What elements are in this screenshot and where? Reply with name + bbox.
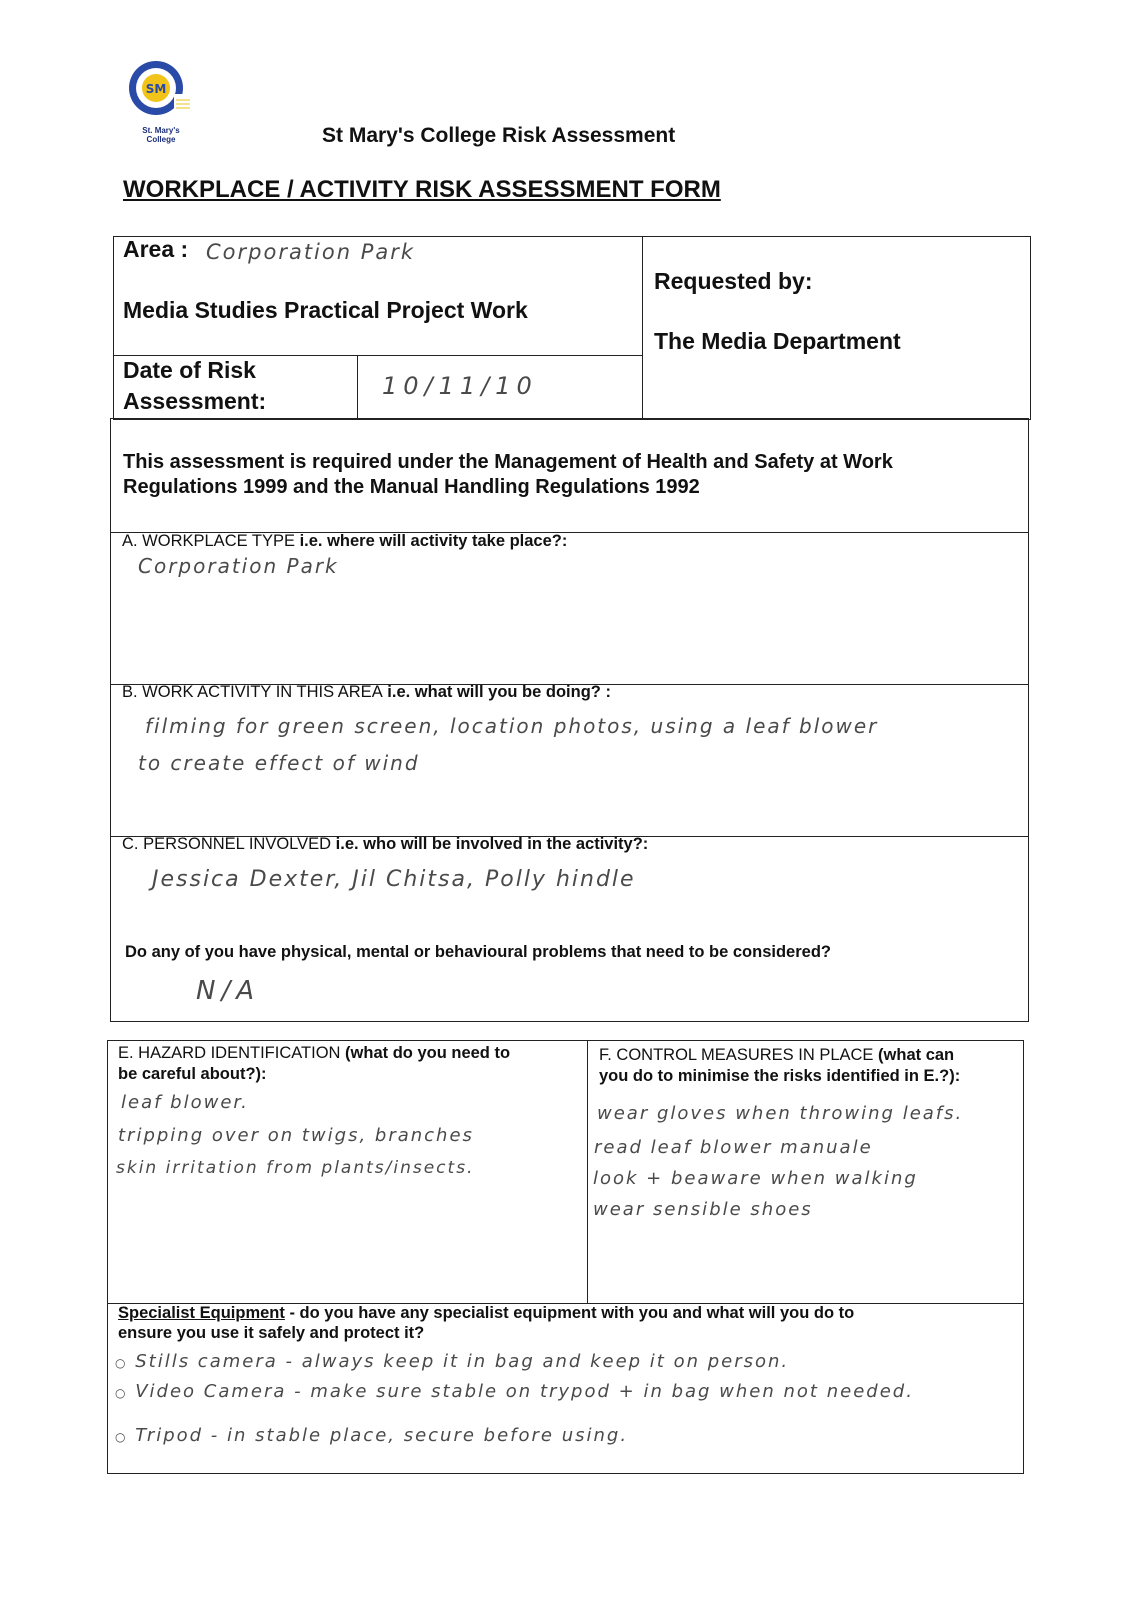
bullet-circle-icon: ○ [115, 1430, 128, 1444]
section-a-answer: Corporation Park [138, 554, 339, 578]
section-c-answer: Jessica Dexter, Jil Chitsa, Polly hindle [152, 867, 636, 892]
section-f-question-1: (what can [873, 1046, 955, 1064]
section-c-label: C. PERSONNEL INVOLVED [122, 835, 332, 853]
control-item: look + beaware when walking [593, 1168, 918, 1189]
section-c-heading [122, 835, 648, 854]
section-e-question-2: be careful about?): [118, 1065, 267, 1083]
regulation-line2: Regulations 1999 and the Manual Handling Regulations 1992 [123, 476, 700, 498]
equipment-text: Video Camera - make sure stable on trypod + in bag when not needed. [135, 1381, 914, 1402]
equipment-item [115, 1425, 628, 1446]
specialist-label: Specialist Equipment [118, 1304, 285, 1322]
section-e-label: E. HAZARD IDENTIFICATION [118, 1044, 341, 1062]
equipment-item [115, 1351, 789, 1372]
control-item: wear sensible shoes [593, 1199, 813, 1220]
specialist-heading [118, 1303, 1018, 1343]
hazard-item: leaf blower. [121, 1092, 249, 1113]
regulation-line1: This assessment is required under the Management of Health and Safety at Work [123, 451, 893, 473]
specialist-question-2: ensure you use it safely and protect it? [118, 1324, 425, 1342]
requested-label: Requested by: [654, 268, 813, 294]
date-label-line1: Date of Risk [123, 357, 256, 383]
problems-answer: N/A [196, 976, 260, 1006]
section-f-label: F. CONTROL MEASURES IN PLACE [599, 1046, 874, 1064]
hazard-item: skin irritation from plants/insects. [116, 1158, 475, 1178]
control-item: wear gloves when throwing leafs. [597, 1103, 964, 1124]
control-item: read leaf blower manuale [594, 1137, 873, 1158]
date-label-line2: Assessment: [123, 388, 267, 414]
equipment-text: Tripod - in stable place, secure before using. [135, 1425, 629, 1446]
section-b-answer-line1: filming for green screen, location photos, using a leaf blower [145, 714, 879, 738]
section-a-heading [122, 532, 567, 551]
form-title: WORKPLACE / ACTIVITY RISK ASSESSMENT FORM [123, 176, 721, 203]
specialist-question-1: - do you have any specialist equipment with you and what will you do to [284, 1304, 855, 1322]
equipment-item [115, 1381, 914, 1402]
hazard-item: tripping over on twigs, branches [118, 1125, 474, 1146]
section-b-answer-line2: to create effect of wind [138, 751, 420, 775]
area-label: Area : [123, 236, 189, 262]
section-b-question: i.e. what will you be doing? : [382, 683, 611, 701]
section-e-question-1: (what do you need to [340, 1044, 511, 1062]
project-title: Media Studies Practical Project Work [123, 297, 528, 323]
bullet-circle-icon: ○ [115, 1386, 128, 1400]
logo-mark: SM [145, 82, 167, 96]
section-a-label: A. WORKPLACE TYPE [122, 532, 295, 550]
bullet-circle-icon: ○ [115, 1356, 128, 1370]
section-a-question: i.e. where will activity take place?: [295, 532, 568, 550]
college-title: St Mary's College Risk Assessment [322, 124, 676, 147]
section-f-question-2: you do to minimise the risks identified in E.?): [599, 1067, 961, 1085]
equipment-text: Stills camera - always keep it in bag and keep it on person. [135, 1351, 790, 1372]
date-value: 10/11/10 [382, 372, 538, 400]
section-f-heading [599, 1045, 1019, 1087]
logo-text: St. Mary's College [142, 126, 180, 144]
section-c-question: i.e. who will be involved in the activity?: [331, 835, 649, 853]
section-e-heading [118, 1043, 580, 1085]
section-b-heading [122, 683, 611, 702]
problems-question: Do any of you have physical, mental or behavioural problems that need to be considered? [125, 943, 831, 961]
requested-value: The Media Department [654, 328, 901, 354]
area-value: Corporation Park [206, 240, 416, 264]
section-b-label: B. WORK ACTIVITY IN THIS AREA [122, 683, 383, 701]
